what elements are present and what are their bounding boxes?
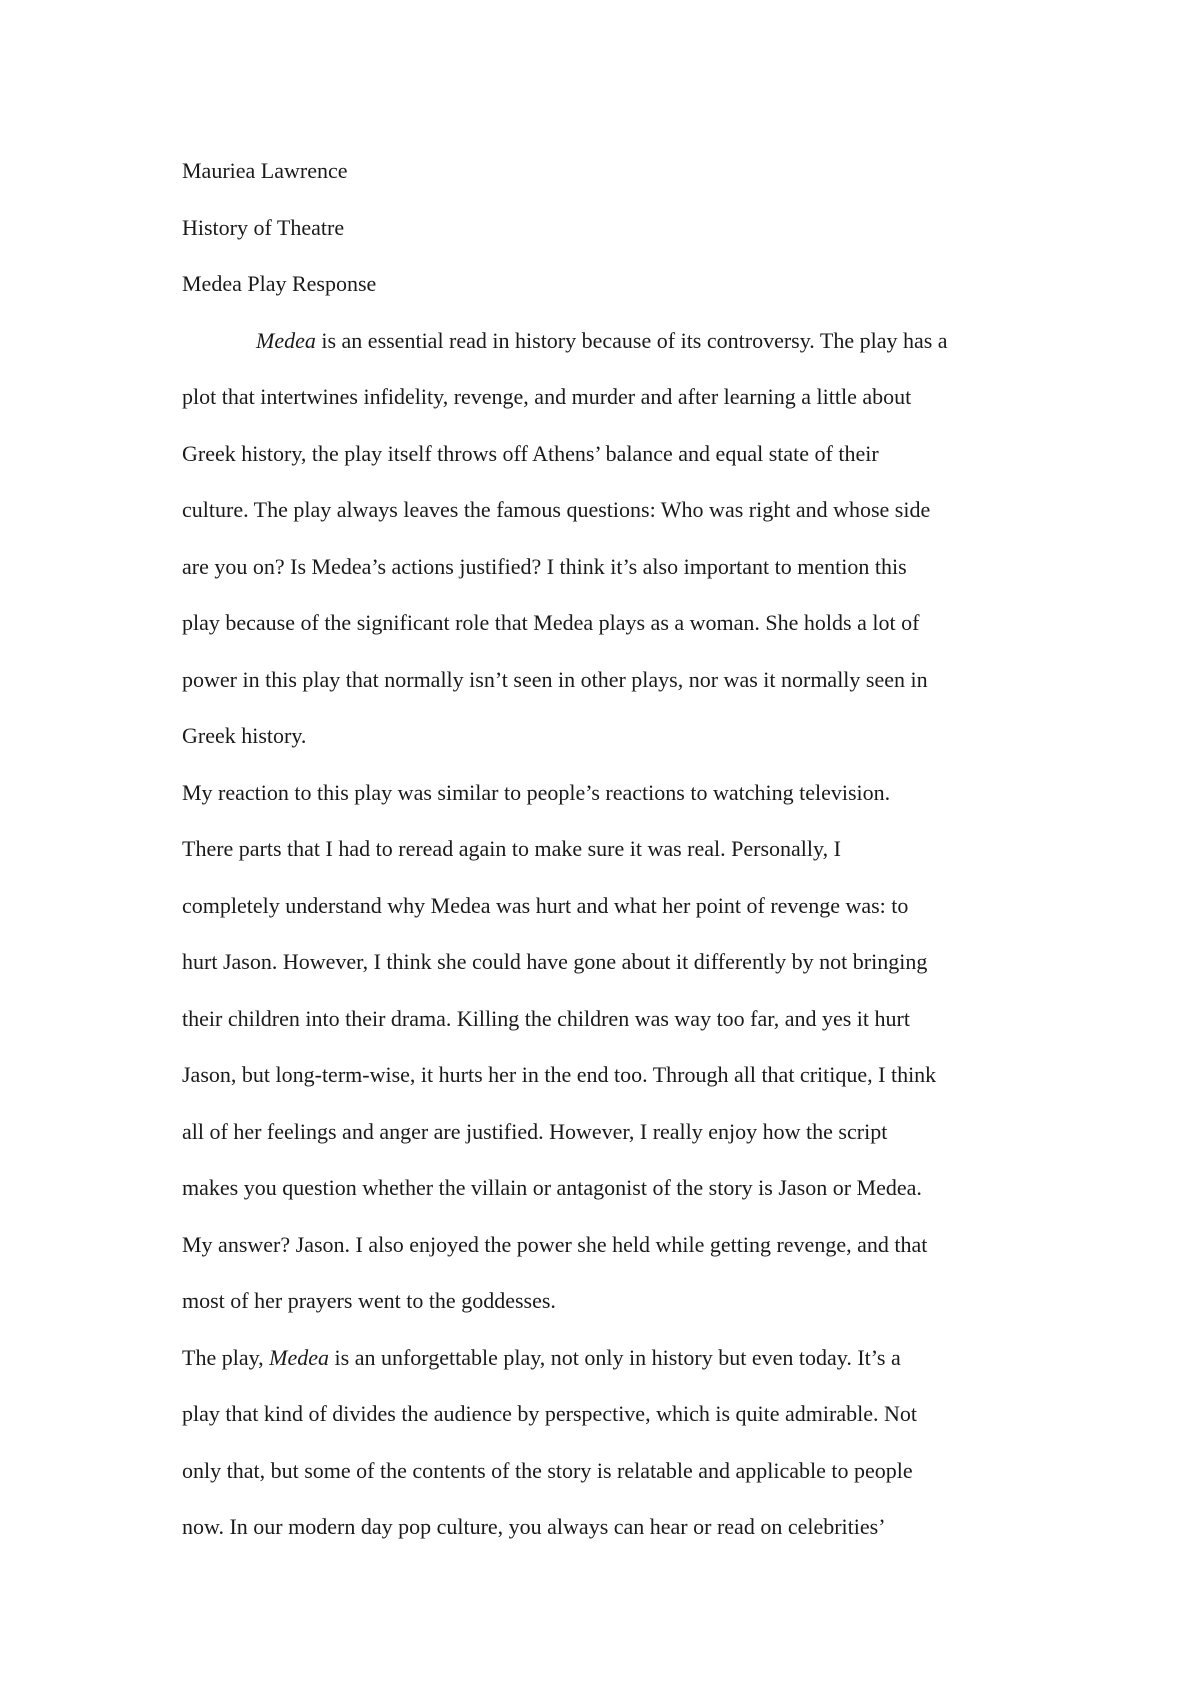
paragraph-line: all of her feelings and anger are justified. However, I really enjoy how the script — [182, 1118, 888, 1144]
paragraph-2 — [182, 765, 1042, 1330]
document-title: Medea Play Response — [182, 271, 377, 296]
paragraph-line: are you on? Is Medea’s actions justified? I think it’s also important to mention this — [182, 553, 907, 579]
paragraph-line: Jason, but long-term-wise, it hurts her in the end too. Through all that critique, I think — [182, 1062, 937, 1087]
course-name: History of Theatre — [182, 214, 345, 240]
paragraph-line — [182, 313, 1042, 370]
text-span: The play, — [182, 1344, 270, 1370]
document-body — [182, 143, 1042, 1556]
paragraph-line: power in this play that normally isn’t seen in other plays, nor was it normally seen in — [182, 666, 928, 692]
paragraph-line: only that, but some of the contents of the story is relatable and applicable to people — [182, 1457, 913, 1483]
paragraph-line: culture. The play always leaves the famous questions: Who was right and whose side — [182, 497, 931, 522]
play-title-italic: Medea — [256, 327, 316, 353]
paragraph-line: play because of the significant role that Medea plays as a woman. She holds a lot of — [182, 610, 920, 635]
paragraph-line: My reaction to this play was similar to people’s reactions to watching television. — [182, 779, 891, 805]
text-span: is an unforgettable play, not only in history but even today. It’s a — [329, 1344, 901, 1370]
paragraph-line: completely understand why Medea was hurt and what her point of revenge was: to — [182, 892, 909, 918]
paragraph-line: most of her prayers went to the goddesses. — [182, 1288, 556, 1313]
paragraph-line: now. In our modern day pop culture, you always can hear or read on celebrities’ — [182, 1514, 886, 1539]
play-title-italic: Medea — [269, 1344, 330, 1370]
author-name: Mauriea Lawrence — [182, 158, 348, 183]
paragraph-1 — [182, 313, 1042, 765]
paragraph-line: plot that intertwines infidelity, revenge, and murder and after learning a little about — [182, 384, 912, 409]
paragraph-line: Greek history, the play itself throws off Athens’ balance and equal state of their — [182, 440, 879, 466]
paragraph-line: play that kind of divides the audience by perspective, which is quite admirable. Not — [182, 1401, 917, 1426]
paragraph-line — [182, 1330, 1042, 1387]
paragraph-line: makes you question whether the villain or antagonist of the story is Jason or Medea. — [182, 1175, 922, 1200]
paragraph-line: hurt Jason. However, I think she could have gone about it differently by not bringing — [182, 949, 928, 974]
paragraph-line: their children into their drama. Killing the children was way too far, and yes it hurt — [182, 1005, 910, 1031]
paragraph-line: There parts that I had to reread again to make sure it was real. Personally, I — [182, 836, 841, 861]
paragraph-3 — [182, 1330, 1042, 1556]
paragraph-line: My answer? Jason. I also enjoyed the power she held while getting revenge, and that — [182, 1231, 928, 1257]
paragraph-line: Greek history. — [182, 723, 307, 748]
text-span: is an essential read in history because of its controversy. The play has a — [315, 327, 948, 353]
